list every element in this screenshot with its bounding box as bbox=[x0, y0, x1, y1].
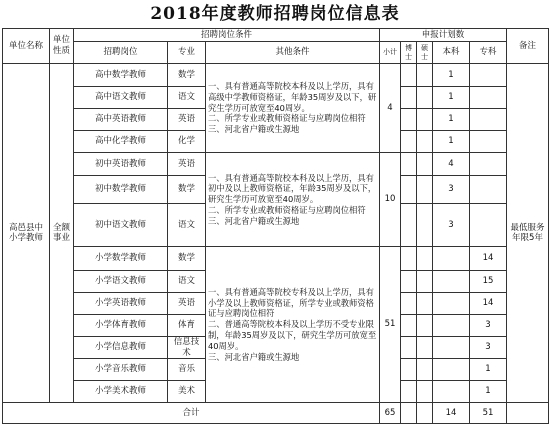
master-cell bbox=[417, 204, 433, 247]
college-cell: 1 bbox=[470, 381, 507, 403]
master-cell bbox=[417, 337, 433, 359]
bachelor-cell bbox=[433, 359, 470, 381]
bachelor-cell bbox=[433, 315, 470, 337]
position-cell: 小学美术教师 bbox=[74, 381, 168, 403]
doctor-cell bbox=[401, 153, 417, 176]
total-doctor bbox=[401, 403, 417, 424]
master-cell bbox=[417, 153, 433, 176]
college-cell: 1 bbox=[470, 359, 507, 381]
doctor-cell bbox=[401, 337, 417, 359]
position-cell: 小学语文教师 bbox=[74, 271, 168, 293]
condition-line: 二、所学专业或教师资格证与应聘岗位相符 bbox=[208, 113, 366, 124]
position-cell: 初中英语教师 bbox=[74, 153, 168, 176]
position-cell: 高中数学教师 bbox=[74, 64, 168, 87]
doctor-cell bbox=[401, 64, 417, 87]
conditions-cell bbox=[206, 247, 380, 403]
master-cell bbox=[417, 315, 433, 337]
major-cell: 英语 bbox=[168, 109, 206, 131]
master-cell bbox=[417, 176, 433, 204]
unit-name-cell: 高邑县中小学教师 bbox=[3, 64, 50, 403]
college-cell bbox=[470, 131, 507, 153]
header-unit-name: 单位名称 bbox=[3, 29, 50, 64]
header-major: 专业 bbox=[168, 42, 206, 64]
table-row bbox=[3, 153, 549, 176]
table-row bbox=[3, 247, 549, 271]
position-cell: 小学音乐教师 bbox=[74, 359, 168, 381]
college-cell bbox=[470, 87, 507, 109]
college-cell bbox=[470, 176, 507, 204]
position-cell: 高中英语教师 bbox=[74, 109, 168, 131]
header-subtotal: 小计 bbox=[380, 42, 401, 64]
college-cell bbox=[470, 204, 507, 247]
position-cell: 小学信息教师 bbox=[74, 337, 168, 359]
position-cell: 小学英语教师 bbox=[74, 293, 168, 315]
doctor-cell bbox=[401, 204, 417, 247]
major-cell: 数学 bbox=[168, 247, 206, 271]
header-doctor: 博士 bbox=[401, 42, 417, 64]
position-cell: 高中语文教师 bbox=[74, 87, 168, 109]
bachelor-cell: 1 bbox=[433, 87, 470, 109]
major-cell: 化学 bbox=[168, 131, 206, 153]
bachelor-cell bbox=[433, 271, 470, 293]
total-remarks bbox=[507, 403, 549, 424]
doctor-cell bbox=[401, 87, 417, 109]
master-cell bbox=[417, 87, 433, 109]
position-cell: 初中数学教师 bbox=[74, 176, 168, 204]
recruitment-table bbox=[2, 28, 549, 424]
bachelor-cell bbox=[433, 293, 470, 315]
header-other-conditions: 其他条件 bbox=[206, 42, 380, 64]
bachelor-cell bbox=[433, 381, 470, 403]
bachelor-cell bbox=[433, 337, 470, 359]
header-remarks: 备注 bbox=[507, 29, 549, 64]
condition-line: 一、具有普通高等院校专科及以上学历，具有小学及以上教师资格证，所学专业或教师资格证与应聘岗位相符 bbox=[208, 286, 374, 319]
table-row bbox=[3, 64, 549, 87]
master-cell bbox=[417, 293, 433, 315]
college-cell: 15 bbox=[470, 271, 507, 293]
subtotal-cell: 10 bbox=[380, 153, 401, 247]
college-cell bbox=[470, 153, 507, 176]
header-plan-group: 申报计划数 bbox=[380, 29, 507, 42]
condition-line: 一、具有普通高等院校本科及以上学历，具有初中及以上教师资格证，年龄35周岁及以下，研究生学历可放宽至40周岁。 bbox=[208, 172, 377, 205]
subtotal-cell: 4 bbox=[380, 64, 401, 153]
college-cell bbox=[470, 64, 507, 87]
major-cell: 信息技术 bbox=[168, 337, 206, 359]
major-cell: 体育 bbox=[168, 315, 206, 337]
total-bachelor: 14 bbox=[433, 403, 470, 424]
bachelor-cell bbox=[433, 247, 470, 271]
unit-nature-cell: 全额事业 bbox=[50, 64, 74, 403]
total-subtotal: 65 bbox=[380, 403, 401, 424]
major-cell: 语文 bbox=[168, 271, 206, 293]
page-title: 2018年度教师招聘岗位信息表 bbox=[150, 4, 400, 24]
header-unit-nature: 单位性质 bbox=[50, 29, 74, 64]
doctor-cell bbox=[401, 176, 417, 204]
doctor-cell bbox=[401, 247, 417, 271]
position-cell: 初中语文教师 bbox=[74, 204, 168, 247]
header-master: 硕士 bbox=[417, 42, 433, 64]
bachelor-cell: 1 bbox=[433, 64, 470, 87]
header-bachelor: 本科 bbox=[433, 42, 470, 64]
position-cell: 小学数学教师 bbox=[74, 247, 168, 271]
major-cell: 数学 bbox=[168, 64, 206, 87]
major-cell: 语文 bbox=[168, 204, 206, 247]
total-master bbox=[417, 403, 433, 424]
doctor-cell bbox=[401, 271, 417, 293]
major-cell: 英语 bbox=[168, 153, 206, 176]
total-label: 合计 bbox=[3, 403, 380, 424]
header-college: 专科 bbox=[470, 42, 507, 64]
doctor-cell bbox=[401, 359, 417, 381]
doctor-cell bbox=[401, 381, 417, 403]
header-position: 招聘岗位 bbox=[74, 42, 168, 64]
conditions-cell bbox=[206, 64, 380, 153]
header-conditions-group: 招聘岗位条件 bbox=[74, 29, 380, 42]
condition-line: 二、普通高等院校本科及以上学历不受专业限制，年龄35周岁及以下，研究生学历可放宽至40周岁。 bbox=[208, 319, 377, 351]
master-cell bbox=[417, 271, 433, 293]
college-cell: 3 bbox=[470, 315, 507, 337]
bachelor-cell: 4 bbox=[433, 153, 470, 176]
bachelor-cell: 1 bbox=[433, 109, 470, 131]
position-cell: 高中化学教师 bbox=[74, 131, 168, 153]
master-cell bbox=[417, 109, 433, 131]
total-college: 51 bbox=[470, 403, 507, 424]
position-cell: 小学体育教师 bbox=[74, 315, 168, 337]
remarks-cell: 最低服务年限5年 bbox=[507, 64, 549, 403]
major-cell: 英语 bbox=[168, 293, 206, 315]
college-cell bbox=[470, 109, 507, 131]
doctor-cell bbox=[401, 315, 417, 337]
condition-line: 二、所学专业或教师资格证与应聘岗位相符 bbox=[208, 204, 366, 215]
condition-line: 三、河北省户籍或生源地 bbox=[208, 351, 300, 362]
condition-line: 一、具有普通高等院校本科及以上学历，具有高级中学教师资格证，年龄35周岁及以下，研究生学历可放宽至40周岁。 bbox=[208, 81, 377, 113]
condition-line: 三、河北省户籍或生源地 bbox=[208, 124, 300, 135]
bachelor-cell: 1 bbox=[433, 131, 470, 153]
master-cell bbox=[417, 131, 433, 153]
major-cell: 语文 bbox=[168, 87, 206, 109]
major-cell: 美术 bbox=[168, 381, 206, 403]
doctor-cell bbox=[401, 293, 417, 315]
master-cell bbox=[417, 64, 433, 87]
master-cell bbox=[417, 359, 433, 381]
bachelor-cell: 3 bbox=[433, 204, 470, 247]
doctor-cell bbox=[401, 131, 417, 153]
college-cell: 3 bbox=[470, 337, 507, 359]
condition-line: 三、河北省户籍或生源地 bbox=[208, 215, 300, 226]
college-cell: 14 bbox=[470, 293, 507, 315]
master-cell bbox=[417, 381, 433, 403]
major-cell: 音乐 bbox=[168, 359, 206, 381]
master-cell bbox=[417, 247, 433, 271]
subtotal-cell: 51 bbox=[380, 247, 401, 403]
doctor-cell bbox=[401, 109, 417, 131]
college-cell: 14 bbox=[470, 247, 507, 271]
bachelor-cell: 3 bbox=[433, 176, 470, 204]
major-cell: 数学 bbox=[168, 176, 206, 204]
conditions-cell bbox=[206, 153, 380, 247]
